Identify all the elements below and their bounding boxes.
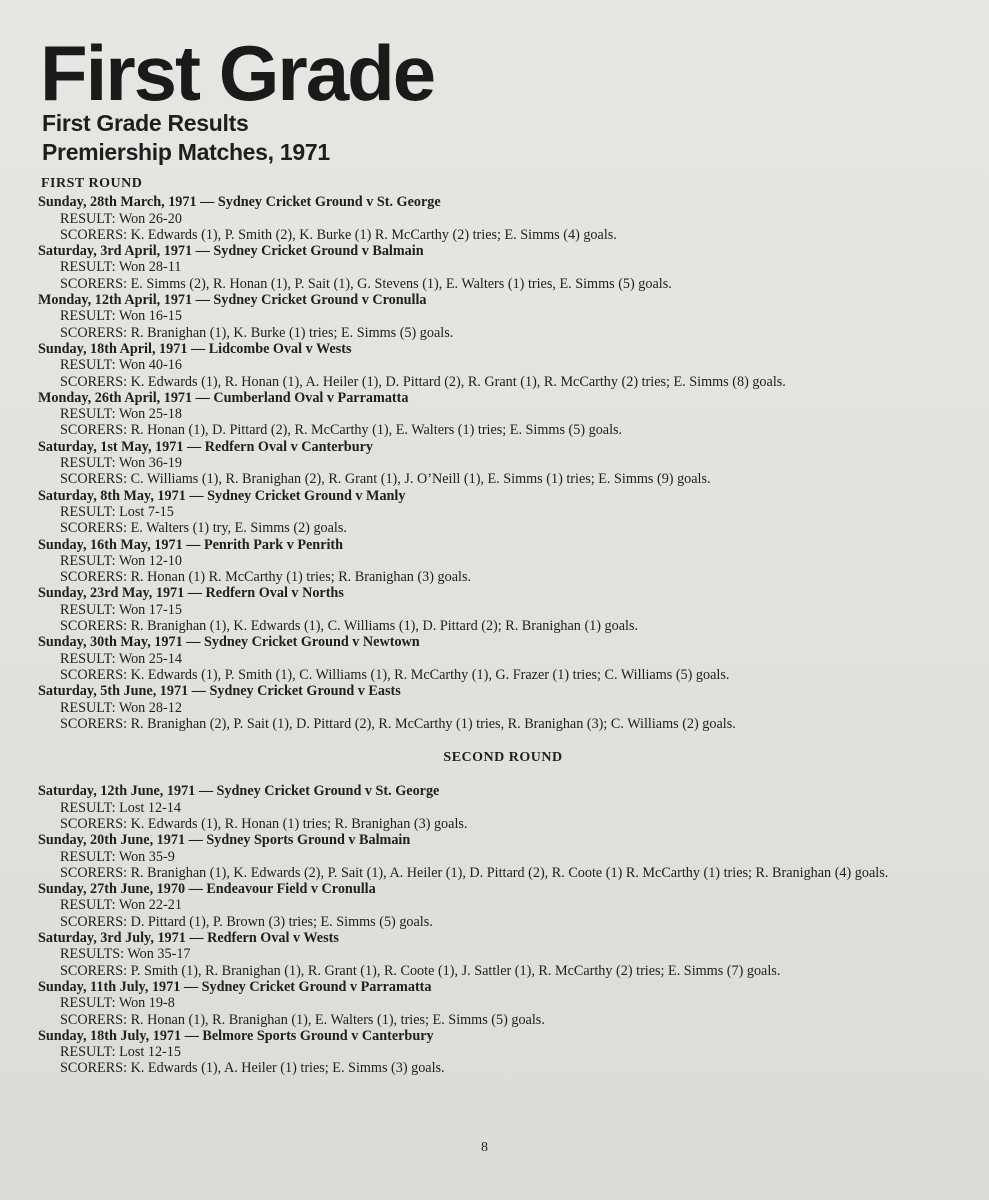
first-round-heading: FIRST ROUND (41, 176, 143, 191)
match-heading: Saturday, 3rd July, 1971 — Redfern Oval v Wests (38, 930, 339, 947)
match-entry (38, 243, 958, 292)
match-heading: Sunday, 11th July, 1971 — Sydney Cricket Ground v Parramatta (38, 978, 432, 995)
match-result: RESULT: Won 26-20 (60, 210, 182, 227)
match-scorers: SCORERS: C. Williams (1), R. Branighan (2), R. Grant (1), J. O’Neill (1), E. Simms (1) tries; E. Simms (9) goals. (60, 471, 711, 488)
match-result: RESULTS: Won 35-17 (60, 946, 191, 963)
match-heading: Saturday, 1st May, 1971 — Redfern Oval v Canterbury (38, 438, 373, 455)
match-result: RESULT: Won 28-11 (60, 259, 182, 276)
match-result: RESULT: Won 25-14 (60, 650, 182, 667)
match-scorers: SCORERS: K. Edwards (1), P. Smith (1), C. Williams (1), R. McCarthy (1), G. Frazer (1) tries; C. Williams (5) goals. (60, 666, 730, 683)
match-entry (38, 783, 958, 832)
match-heading: Sunday, 20th June, 1971 — Sydney Sports Ground v Balmain (38, 832, 411, 849)
match-heading: Saturday, 5th June, 1971 — Sydney Cricket Ground v Easts (38, 683, 401, 700)
match-entry (38, 390, 958, 439)
match-heading: Saturday, 12th June, 1971 — Sydney Cricket Ground v St. George (38, 783, 440, 800)
match-scorers: SCORERS: R. Branighan (2), P. Sait (1), D. Pittard (2), R. McCarthy (1) tries, R. Branighan (3); C. Williams (2) goals. (60, 715, 736, 732)
page-number: 8 (481, 1140, 488, 1155)
match-entry (38, 292, 958, 341)
match-entry (38, 832, 958, 881)
match-scorers: SCORERS: R. Branighan (1), K. Burke (1) tries; E. Simms (5) goals. (60, 324, 454, 341)
match-entry (38, 683, 958, 732)
match-result: RESULT: Won 25-18 (60, 406, 182, 423)
match-scorers: SCORERS: R. Honan (1), R. Branighan (1), E. Walters (1), tries; E. Simms (5) goals. (60, 1011, 545, 1028)
match-result: RESULT: Lost 7-15 (60, 503, 174, 520)
page-title: First Grade (40, 29, 435, 117)
match-entry (38, 194, 958, 243)
match-result: RESULT: Won 17-15 (60, 601, 182, 618)
match-heading: Sunday, 18th July, 1971 — Belmore Sports Ground v Canterbury (38, 1027, 434, 1044)
match-scorers: SCORERS: K. Edwards (1), R. Honan (1), A. Heiler (1), D. Pittard (2), R. Grant (1), R. McCarthy (2) tries; E. Simms (8) goals. (60, 373, 786, 390)
match-scorers: SCORERS: R. Branighan (1), K. Edwards (1), C. Williams (1), D. Pittard (2); R. Branighan (1) goals. (60, 618, 639, 635)
match-entry (38, 439, 958, 488)
match-entry (38, 488, 958, 537)
match-entry (38, 1028, 958, 1077)
match-scorers: SCORERS: K. Edwards (1), A. Heiler (1) tries; E. Simms (3) goals. (60, 1060, 445, 1077)
match-heading: Sunday, 30th May, 1971 — Sydney Cricket Ground v Newtown (38, 634, 420, 651)
match-heading: Sunday, 18th April, 1971 — Lidcombe Oval v Wests (38, 340, 352, 357)
match-result: RESULT: Lost 12-15 (60, 1044, 181, 1061)
match-heading: Monday, 12th April, 1971 — Sydney Cricket Ground v Cronulla (38, 292, 427, 309)
match-entry (38, 979, 958, 1028)
match-entry (38, 585, 958, 634)
match-scorers: SCORERS: K. Edwards (1), R. Honan (1) tries; R. Branighan (3) goals. (60, 815, 468, 832)
match-heading: Monday, 26th April, 1971 — Cumberland Oval v Parramatta (38, 389, 409, 406)
match-entry (38, 930, 958, 979)
match-result: RESULT: Won 19-8 (60, 995, 175, 1012)
first-round-matches (38, 194, 958, 732)
match-scorers: SCORERS: D. Pittard (1), P. Brown (3) tries; E. Simms (5) goals. (60, 913, 433, 930)
match-scorers: SCORERS: R. Honan (1), D. Pittard (2), R. McCarthy (1), E. Walters (1) tries; E. Simms (5) goals. (60, 422, 623, 439)
match-result: RESULT: Won 36-19 (60, 455, 182, 472)
match-scorers: SCORERS: P. Smith (1), R. Branighan (1), R. Grant (1), R. Coote (1), J. Sattler (1), R. McCarthy (2) tries; E. Simms (7) goals. (60, 962, 781, 979)
match-heading: Sunday, 28th March, 1971 — Sydney Cricket Ground v St. George (38, 194, 441, 211)
match-result: RESULT: Won 40-16 (60, 357, 182, 374)
match-result: RESULT: Won 16-15 (60, 308, 182, 325)
match-entry (38, 537, 958, 586)
match-result: RESULT: Won 28-12 (60, 699, 182, 716)
match-result: RESULT: Won 22-21 (60, 897, 182, 914)
subtitle-premiership: Premiership Matches, 1971 (42, 139, 330, 165)
second-round-matches (38, 783, 958, 1076)
match-entry (38, 341, 958, 390)
match-heading: Sunday, 27th June, 1970 — Endeavour Field v Cronulla (38, 881, 376, 898)
match-scorers: SCORERS: E. Simms (2), R. Honan (1), P. Sait (1), G. Stevens (1), E. Walters (1) tries, E. Simms (5) goals. (60, 275, 672, 292)
match-heading: Saturday, 8th May, 1971 — Sydney Cricket Ground v Manly (38, 487, 406, 504)
match-scorers: SCORERS: K. Edwards (1), P. Smith (2), K. Burke (1) R. McCarthy (2) tries; E. Simms (4) goals. (60, 226, 617, 243)
match-result: RESULT: Won 12-10 (60, 552, 182, 569)
subtitle-results: First Grade Results (42, 110, 249, 136)
match-entry (38, 634, 958, 683)
match-scorers: SCORERS: R. Honan (1) R. McCarthy (1) tries; R. Branighan (3) goals. (60, 569, 472, 586)
match-result: RESULT: Won 35-9 (60, 848, 175, 865)
match-heading: Sunday, 23rd May, 1971 — Redfern Oval v Norths (38, 585, 344, 602)
match-heading: Sunday, 16th May, 1971 — Penrith Park v Penrith (38, 536, 344, 553)
match-entry (38, 881, 958, 930)
results-list (38, 176, 958, 1077)
match-scorers: SCORERS: E. Walters (1) try, E. Simms (2) goals. (60, 520, 347, 537)
match-scorers: SCORERS: R. Branighan (1), K. Edwards (2), P. Sait (1), A. Heiler (1), D. Pittard (2), R. Coote (1) R. McCarthy (1) tries; R. Branighan (4) goals. (60, 864, 889, 881)
second-round-heading: SECOND ROUND (443, 750, 563, 766)
match-heading: Saturday, 3rd April, 1971 — Sydney Cricket Ground v Balmain (38, 243, 424, 260)
match-result: RESULT: Lost 12-14 (60, 799, 181, 816)
